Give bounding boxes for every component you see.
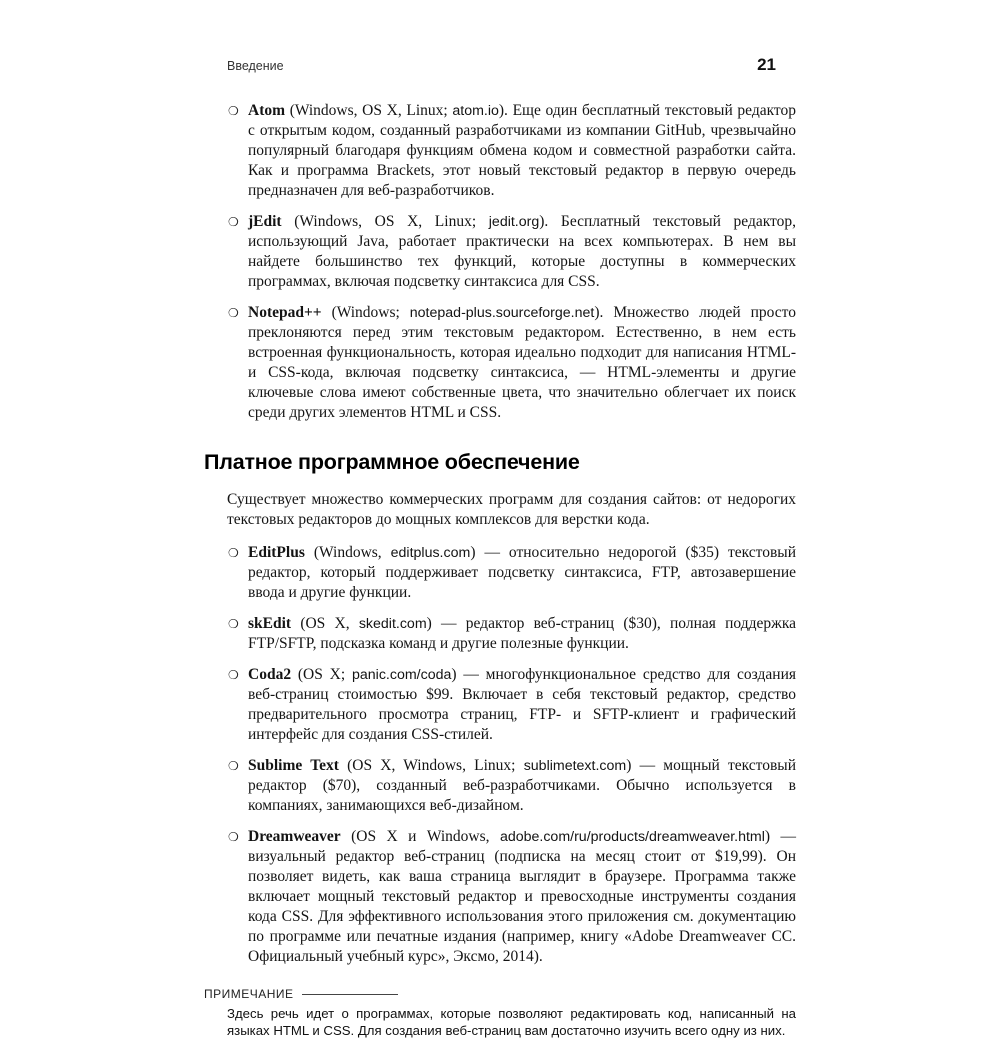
- bullet-icon: ❍: [228, 759, 239, 773]
- list-item-skedit: [204, 614, 796, 654]
- note-text: Здесь речь идет о программах, которые позволяют редактировать код, написанный на языках HTML и CSS. Для создания веб-страниц вам достаточно изучить всего одну из них.: [227, 1006, 796, 1038]
- section-intro: Существует множество коммерческих программ для создания сайтов: от недорогих текстовых редакторов до мощных комплексов для верстки кода.: [227, 491, 796, 528]
- list-item-text: EditPlus (Windows, editplus.com) — относительно недорогой ($35) текстовый редактор, который поддерживает подсветку синтаксиса, FTP, автозавершение ввода и другие функции.: [248, 544, 797, 601]
- bullet-icon: ❍: [228, 104, 239, 118]
- section-title: Платное программное обеспечение: [204, 450, 580, 474]
- list-item-dreamweaver: [204, 827, 796, 967]
- list-item-notepad: [204, 303, 796, 423]
- note-label: ПРИМЕЧАНИЕ: [204, 987, 294, 1001]
- list-item-editplus: [204, 543, 796, 603]
- bullet-icon: ❍: [228, 306, 239, 320]
- book-page: [204, 55, 796, 1039]
- bullet-icon: ❍: [228, 215, 239, 229]
- bullet-icon: ❍: [228, 830, 239, 844]
- page-number: 21: [757, 55, 776, 74]
- list-item-text: skEdit (OS X, skedit.com) — редактор веб-страниц ($30), полная поддержка FTP/SFTP, подсказка команд и другие полезные функции.: [248, 615, 796, 652]
- bullet-icon: ❍: [228, 617, 239, 631]
- list-item-text: Notepad++ (Windows; notepad-plus.sourceforge.net). Множество людей просто преклоняются перед этим текстовым редактором. Естественно, в нем есть встроенная функциональность, которая идеально подходит для написания HTML- и CSS-кода, включая подсветку синтаксиса, — HTML-элементы и другие ключевые слова имеют собственные цвета, что значительно облегчает их поиск среди других элементов HTML и CSS.: [248, 304, 796, 421]
- note-rule-line: [302, 994, 398, 995]
- list-item-text: Dreamweaver (OS X и Windows, adobe.com/ru/products/dreamweaver.html) — визуальный редактор веб-страниц (подписка на месяц стоит от $19,99). Он позволяет видеть, как ваша страница выглядит в браузере. Программа также включает мощный текстовый редактор и превосходные инструменты создания кода CSS. Для эффективного использования этого приложения см. документацию по программе или печатные издания (например, книгу «Adobe Dreamweaver CC. Официальный учебный курс», Эксмо, 2014).: [248, 828, 796, 965]
- list-item-coda2: [204, 665, 796, 745]
- bullet-icon: ❍: [228, 668, 239, 682]
- list-item-text: jEdit (Windows, OS X, Linux; jedit.org). Бесплатный текстовый редактор, использующий Java, работает практически на всех компьютерах. В нем вы найдете большинство тех функций, которые доступны в коммерческих программах, включая подсветку синтаксиса для CSS.: [248, 213, 797, 290]
- free-editors-list: [204, 101, 796, 423]
- list-item-atom: [204, 101, 796, 201]
- list-item-jedit: [204, 212, 796, 292]
- running-title: Введение: [227, 59, 284, 73]
- paid-editors-list: [204, 543, 796, 967]
- note-header: [204, 987, 796, 1001]
- list-item-sublime: [204, 756, 796, 816]
- list-item-text: Atom (Windows, OS X, Linux; atom.io). Еще один бесплатный текстовый редактор с открытым кодом, созданный разработчиками из компании GitHub, чрезвычайно популярный благодаря функциям обмена кодом и совместной разработки сайта. Как и программа Brackets, этот новый текстовый редактор в первую очередь предназначен для веб-разработчиков.: [248, 102, 796, 199]
- page-header: [204, 55, 796, 75]
- bullet-icon: ❍: [228, 546, 239, 560]
- list-item-text: Sublime Text (OS X, Windows, Linux; sublimetext.com) — мощный текстовый редактор ($70), созданный веб-разработчиками. Обычно используется в компаниях, занимающихся веб-дизайном.: [248, 757, 797, 814]
- list-item-text: Coda2 (OS X; panic.com/coda) — многофункциональное средство для создания веб-страниц стоимостью $99. Включает в себя текстовый редактор, средство предварительного просмотра страниц, FTP- и SFTP-клиент и графический интерфейс для создания CSS-стилей.: [248, 666, 796, 743]
- note-block: [204, 987, 796, 1039]
